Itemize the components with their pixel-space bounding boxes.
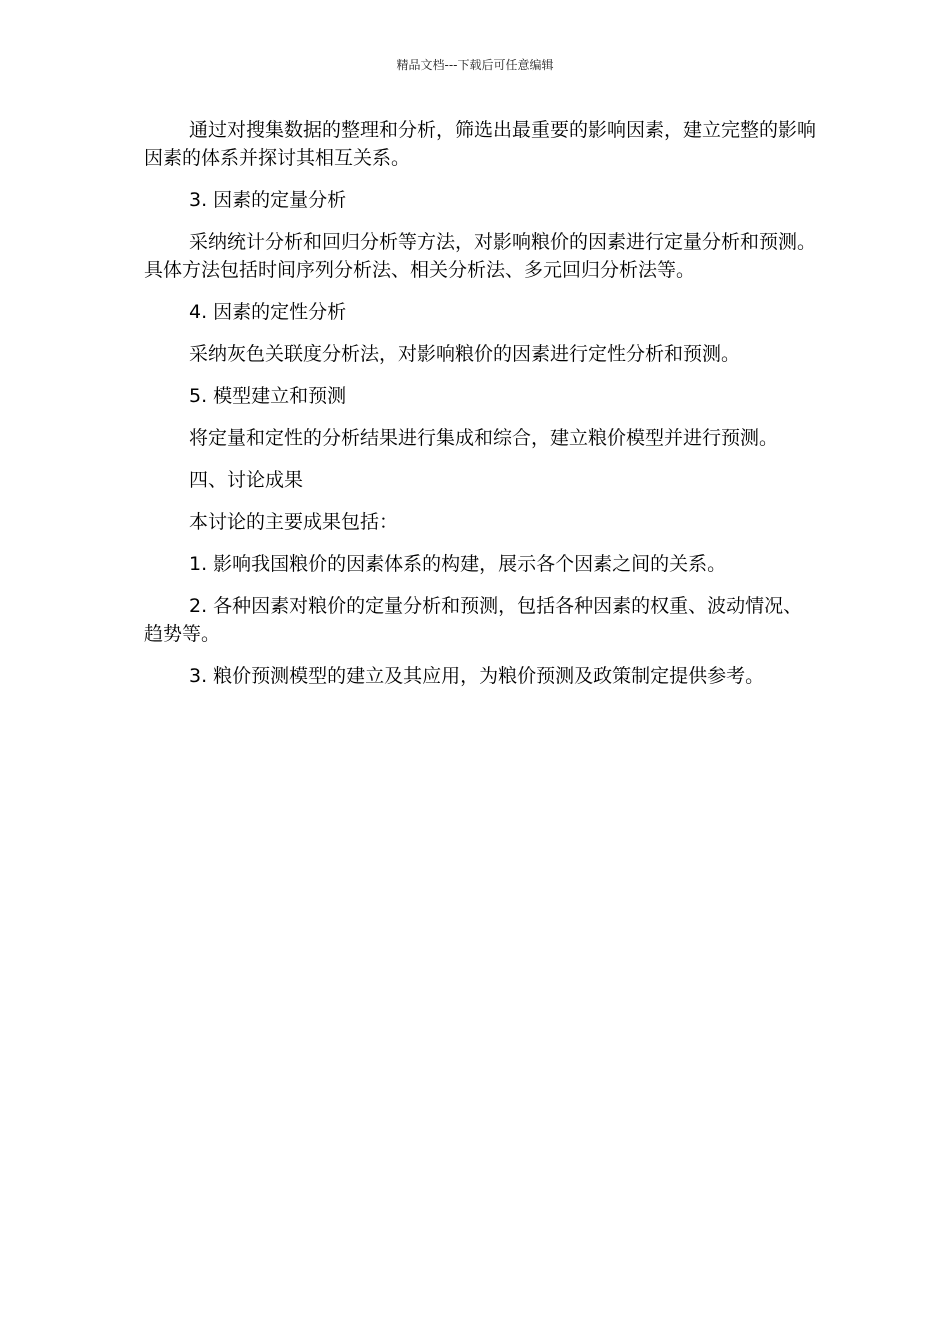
- paragraph-quantitative-methods: 采纳统计分析和回归分析等方法，对影响粮价的因素进行定量分析和预测。具体方法包括时间序列分析法、相关分析法、多元回归分析法等。: [144, 231, 817, 281]
- page-header: 精品文档---下载后可任意编辑: [396, 58, 554, 72]
- heading-qualitative-analysis: 4. 因素的定性分析: [189, 301, 347, 323]
- heading-quantitative-analysis: 3. 因素的定量分析: [189, 189, 347, 211]
- paragraph-data-screening: 通过对搜集数据的整理和分析，筛选出最重要的影响因素，建立完整的影响因素的体系并探讨其相互关系。: [144, 119, 817, 169]
- document-body: [144, 116, 816, 704]
- list-item-result-1: 1. 影响我国粮价的因素体系的构建，展示各个因素之间的关系。: [189, 553, 727, 575]
- paragraph-results-intro: 本讨论的主要成果包括：: [189, 511, 399, 533]
- paragraph-model-integration: 将定量和定性的分析结果进行集成和综合，建立粮价模型并进行预测。: [189, 427, 779, 449]
- heading-research-results: 四、讨论成果: [189, 469, 304, 491]
- paragraph-grey-relational: 采纳灰色关联度分析法，对影响粮价的因素进行定性分析和预测。: [189, 343, 741, 365]
- list-item-result-2: 2. 各种因素对粮价的定量分析和预测，包括各种因素的权重、波动情况、趋势等。: [144, 595, 803, 645]
- list-item-result-3: 3. 粮价预测模型的建立及其应用，为粮价预测及政策制定提供参考。: [189, 665, 765, 687]
- heading-model-building: 5. 模型建立和预测: [189, 385, 347, 407]
